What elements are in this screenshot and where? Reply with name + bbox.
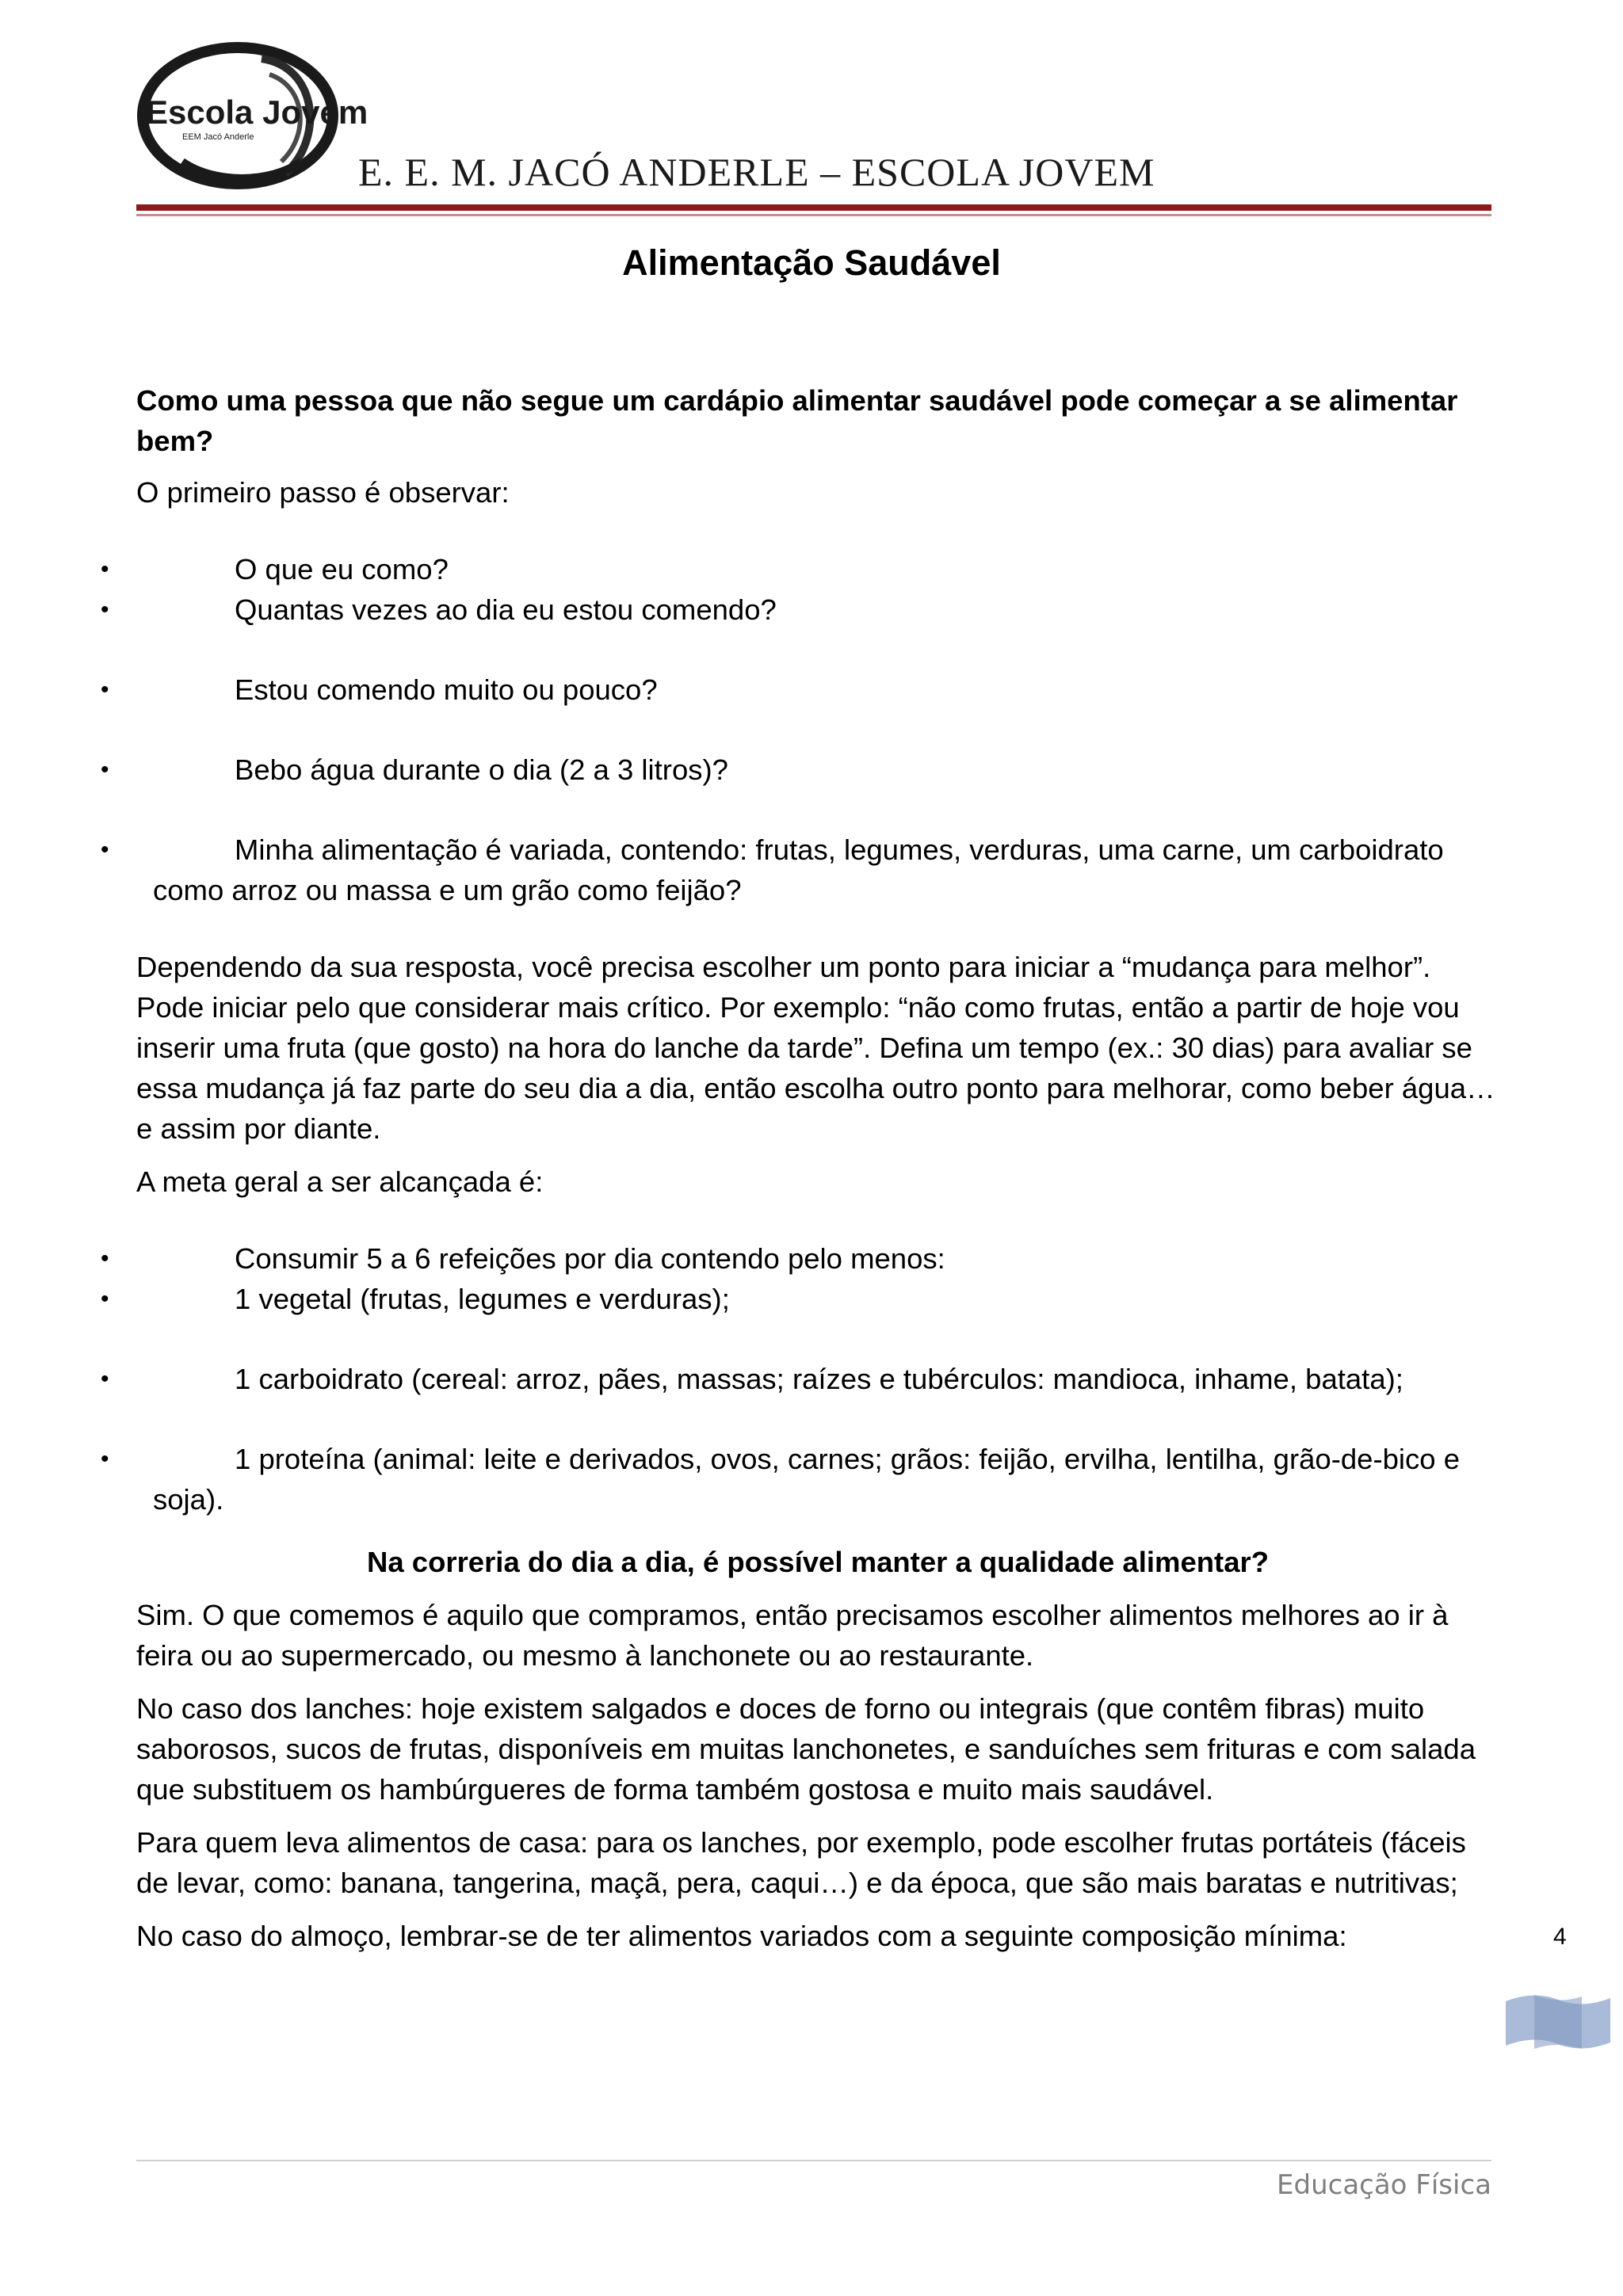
header-rule-light [136,214,1491,216]
list-item: • O que eu como? [136,549,1499,589]
section2-paragraph: No caso do almoço, lembrar-se de ter alimentos variados com a seguinte composição mínima: [136,1920,1347,1952]
school-logo [135,43,369,193]
page-tab-icon [1503,1990,1613,2054]
page-number: 4 [1553,1924,1567,1950]
section1-paragraph: Dependendo da sua resposta, você precisa escolher um ponto para iniciar a “mudança para melhor”. Pode iniciar pelo que considerar mais crítico. Por exemplo: “não como frutas, então a partir de hoje vou inserir uma fruta (que gosto) na hora do lanche da tarde”. Defina um tempo (ex.: 30 dias) para avaliar se essa mudança já faz parte do seu dia a dia, então escolha outro ponto para melhorar, como beber água… e assim por diante. [136,951,1495,1145]
list-item: • Minha alimentação é variada, contendo: frutas, legumes, verduras, uma carne, um carboidrato como arroz ou massa e um grão como feijão? [136,830,1499,910]
school-name: E. E. M. JACÓ ANDERLE – ESCOLA JOVEM [358,150,1155,194]
list-item: • 1 proteína (animal: leite e derivados, ovos, carnes; grãos: feijão, ervilha, lentilha, grão-de-bico e soja). [136,1439,1499,1520]
section2-paragraph: Para quem leva alimentos de casa: para os lanches, por exemplo, pode escolher frutas portáteis (fáceis de levar, como: banana, tangerina, maçã, pera, caqui…) e da época, que são mais baratas e nutritivas; [136,1826,1466,1899]
list-item: • Bebo água durante o dia (2 a 3 litros)? [136,749,1499,790]
section1-intro: O primeiro passo é observar: [136,476,510,509]
logo-subtext: EEM Jacó Anderle [182,132,254,142]
page-title: Alimentação Saudável [622,242,1001,283]
section2-paragraph: No caso dos lanches: hoje existem salgados e doces de forno ou integrais (que contêm fibras) muito saborosos, sucos de frutas, disponíveis em muitas lanchonetes, e sanduíches sem frituras e com salada que substituem os hambúrgueres de forma também gostosa e muito mais saudável. [136,1692,1476,1806]
header-rule [136,204,1491,211]
goal-intro: A meta geral a ser alcançada é: [136,1165,544,1198]
document-body [136,380,1499,1956]
footer-rule [136,2160,1491,2161]
logo-graphic [135,43,369,193]
footer-subject: Educação Física [1277,2169,1491,2201]
list-item: • 1 vegetal (frutas, legumes e verduras); [136,1279,1499,1319]
section1-question: Como uma pessoa que não segue um cardápio alimentar saudável pode começar a se alimentar bem? [136,384,1458,457]
list-item: • Estou comendo muito ou pouco? [136,669,1499,710]
observation-list [136,549,1499,910]
section2-paragraph: Sim. O que comemos é aquilo que compramos, então precisamos escolher alimentos melhores ao ir à feira ou ao supermercado, ou mesmo à lanchonete ou ao restaurante. [136,1599,1449,1672]
list-item: • Consumir 5 a 6 refeições por dia contendo pelo menos: [136,1238,1499,1279]
section2-question: Na correria do dia a dia, é possível manter a qualidade alimentar? [367,1546,1269,1578]
list-item: • Quantas vezes ao dia eu estou comendo? [136,589,1499,630]
goal-list [136,1238,1499,1520]
list-item: • 1 carboidrato (cereal: arroz, pães, massas; raízes e tubérculos: mandioca, inhame, batata); [136,1359,1499,1399]
logo-text: Escola Jovem [146,93,369,131]
